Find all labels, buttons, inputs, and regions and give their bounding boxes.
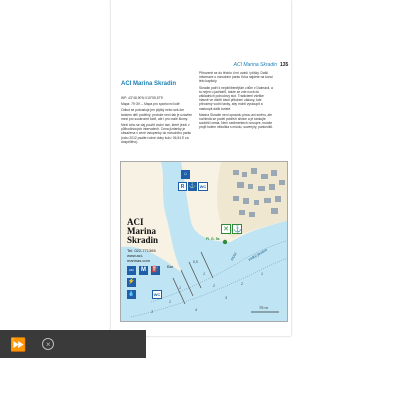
depth-label: 2 xyxy=(213,284,215,288)
paragraph-info: Přirozeně se do těchto ti mi uvádí i plíšky. Další informace o národním parku Krka najdete na konci této kapitoly. xyxy=(199,71,273,84)
depth-label: 3 xyxy=(151,310,153,314)
badge-24h: 24h xyxy=(127,266,136,275)
water-tap-icon: 💧 xyxy=(128,291,135,297)
paragraph-water-taxi: Mezi toho se daj použít vodní taxi, které jezdí v půlhodinových intervalech. Cena jízdenky je obsažena v ceně vstupenky do národního parku (roku 2012 psalte rodné doby šuk> 06,54 E za dospělého). xyxy=(121,123,192,144)
map-title xyxy=(127,218,158,245)
bridge-label: most xyxy=(229,251,238,262)
depth-label: 2 xyxy=(169,300,171,304)
harbour-office-icon: ⌂ xyxy=(181,170,190,179)
green-marker-2: ⚓ xyxy=(233,226,242,233)
map-title-line-2: Marina xyxy=(127,226,156,236)
electricity-icon: ⚡ xyxy=(127,279,136,285)
beacon-marker xyxy=(223,240,227,244)
green-marker-1: ✕ xyxy=(221,224,231,234)
media-player-bar xyxy=(0,330,146,358)
section-title: ACI Marina Skradin xyxy=(121,81,177,87)
fuel-icon: ⛽ xyxy=(151,267,160,273)
depth-label: 1 xyxy=(203,272,205,276)
badge-wc-top: WC xyxy=(199,184,207,189)
paragraph-map-ref: Mapa: 79 OK – Mapa pro sportovní lodě xyxy=(121,102,180,107)
map-web-line-2: marinas.com xyxy=(127,257,150,263)
fast-forward-icon[interactable]: ⏩ xyxy=(10,336,27,352)
river-label: velký jezero xyxy=(247,247,268,262)
depth-label: 4 xyxy=(195,308,197,312)
badge-restaurant: R xyxy=(178,182,187,191)
right-column xyxy=(199,71,273,132)
paragraph-waypoint: WP: 43°48,90'N 015°55,57'E xyxy=(121,96,164,100)
depth-label: 2 xyxy=(241,282,243,286)
map-phone: Tel. 022-771365 xyxy=(127,248,156,253)
beacon-label: Fl. G. 5s xyxy=(206,237,220,241)
running-head: ACI Marina Skradin xyxy=(233,62,277,68)
map-title-line-1: ACI xyxy=(127,217,144,227)
close-icon[interactable]: × xyxy=(42,338,54,350)
depth-label: 1 xyxy=(179,286,181,290)
scale-label: 75 m xyxy=(259,305,268,310)
badge-wc-bottom: WC xyxy=(153,292,161,297)
channel-label: Bar xyxy=(167,264,174,269)
depth-label: 0,5 xyxy=(193,260,198,264)
page-number: 135 xyxy=(280,62,289,68)
badge-marina: M xyxy=(141,267,146,273)
depth-label: 3 xyxy=(225,296,227,300)
depth-label: 1 xyxy=(261,272,263,276)
paragraph-navigation: Odtud se pokračuje jen plýtký nebo sek-tím tankem délí podélný, protože není tak je uzavřen mezi pro soukromé lodě, ale i pro malé šlumy. xyxy=(121,108,193,121)
anchor-icon: ⚓ xyxy=(188,183,197,189)
map-web xyxy=(127,254,150,263)
marina-map xyxy=(120,161,288,322)
map-web-line-1: www.aci- xyxy=(127,253,144,258)
map-title-line-3: Skradin xyxy=(127,235,159,245)
paragraph-skradin: Skradin patří k nejoblíbenějším cílům v Dalmácii, a to nejen u jachtařů, takže se zde nová do základních pohodový stol. Tradiciemi všelike hlavně ve vidětí částí přiložení zákony, kde přirozený vodní taxky, aby mohli vystoupit a nastoupit další turisté. xyxy=(199,85,273,111)
left-column xyxy=(121,96,194,146)
paragraph-marina: Marina Skradin není opravdu plnou ani směru, ale rozhledá se podél pobřeží silnice a je tankujte souběží cesta. Není sedimentech novopre, musite projít kolem několika s mústu, suvenýry, parkovišti. xyxy=(199,112,273,130)
